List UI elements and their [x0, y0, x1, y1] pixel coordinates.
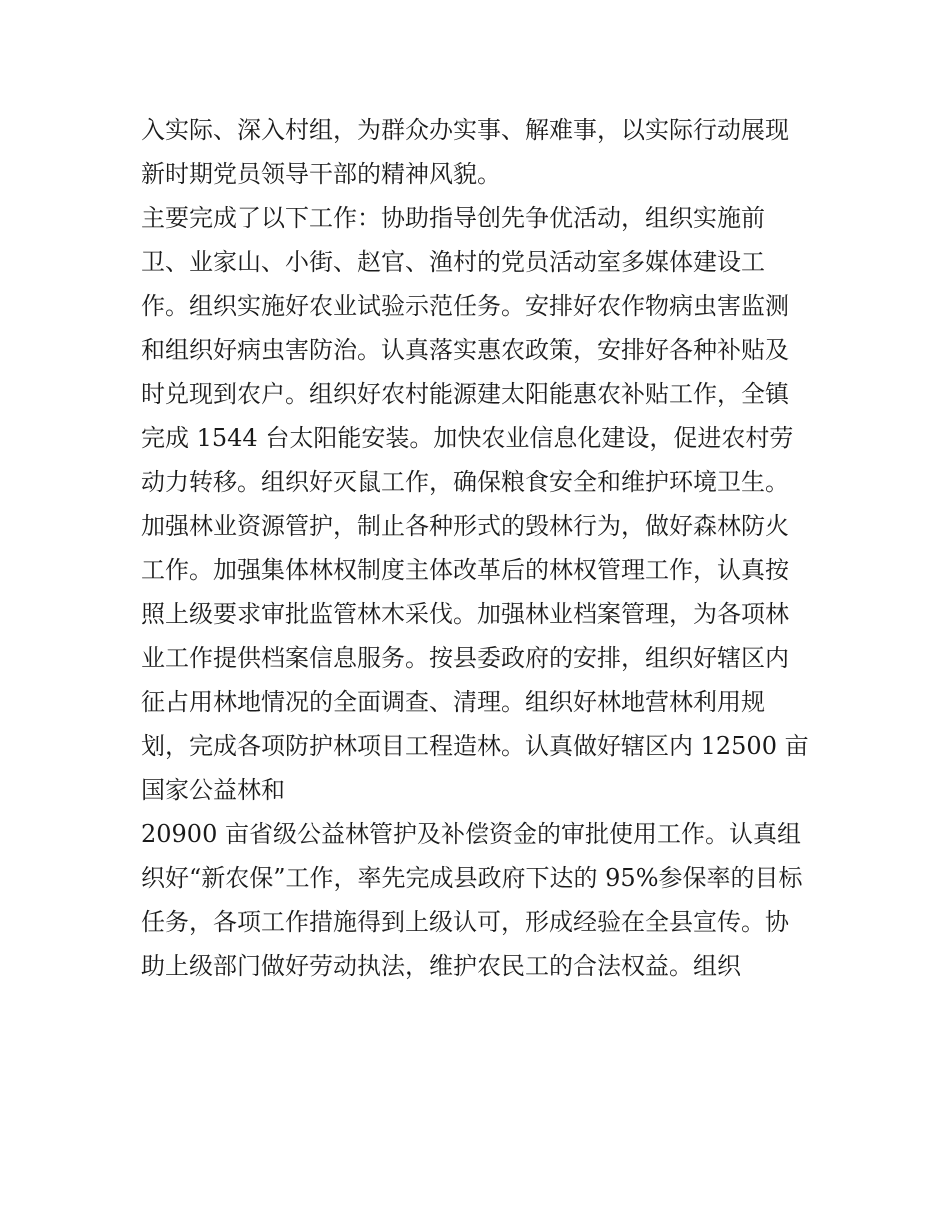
text-line: 20900 亩省级公益林管护及补偿资金的审批使用工作。认真组 — [141, 820, 801, 848]
text-line: 动力转移。组织好灭鼠工作，确保粮食安全和维护环境卫生。 — [141, 468, 789, 496]
text-line: 征占用林地情况的全面调查、清理。组织好林地营林利用规 — [141, 688, 765, 716]
text-line: 入实际、深入村组，为群众办实事、解难事，以实际行动展现 — [141, 116, 789, 144]
body-text — [141, 108, 821, 988]
text-line: 业工作提供档案信息服务。按县委政府的安排，组织好辖区内 — [141, 644, 789, 672]
text-line: 工作。加强集体林权制度主体改革后的林权管理工作，认真按 — [141, 556, 789, 584]
text-line: 助上级部门做好劳动执法，维护农民工的合法权益。组织 — [141, 952, 741, 980]
text-line: 任务，各项工作措施得到上级认可，形成经验在全县宣传。协 — [141, 908, 789, 936]
text-line: 卫、业家山、小街、赵官、渔村的党员活动室多媒体建设工 — [141, 248, 765, 276]
text-line: 主要完成了以下工作：协助指导创先争优活动，组织实施前 — [141, 204, 765, 232]
text-line: 照上级要求审批监管林木采伐。加强林业档案管理，为各项林 — [141, 600, 789, 628]
text-line: 作。组织实施好农业试验示范任务。安排好农作物病虫害监测 — [141, 292, 789, 320]
text-line: 织好“新农保”工作，率先完成县政府下达的 95%参保率的目标 — [141, 864, 803, 892]
text-line: 完成 1544 台太阳能安装。加快农业信息化建设，促进农村劳 — [141, 424, 794, 452]
text-line: 新时期党员领导干部的精神风貌。 — [141, 160, 501, 188]
text-line: 划，完成各项防护林项目工程造林。认真做好辖区内 12500 亩 — [141, 732, 809, 760]
text-line: 加强林业资源管护，制止各种形式的毁林行为，做好森林防火 — [141, 512, 789, 540]
text-line: 国家公益林和 — [141, 776, 285, 804]
text-line: 时兑现到农户。组织好农村能源建太阳能惠农补贴工作，全镇 — [141, 380, 789, 408]
text-line: 和组织好病虫害防治。认真落实惠农政策，安排好各种补贴及 — [141, 336, 789, 364]
